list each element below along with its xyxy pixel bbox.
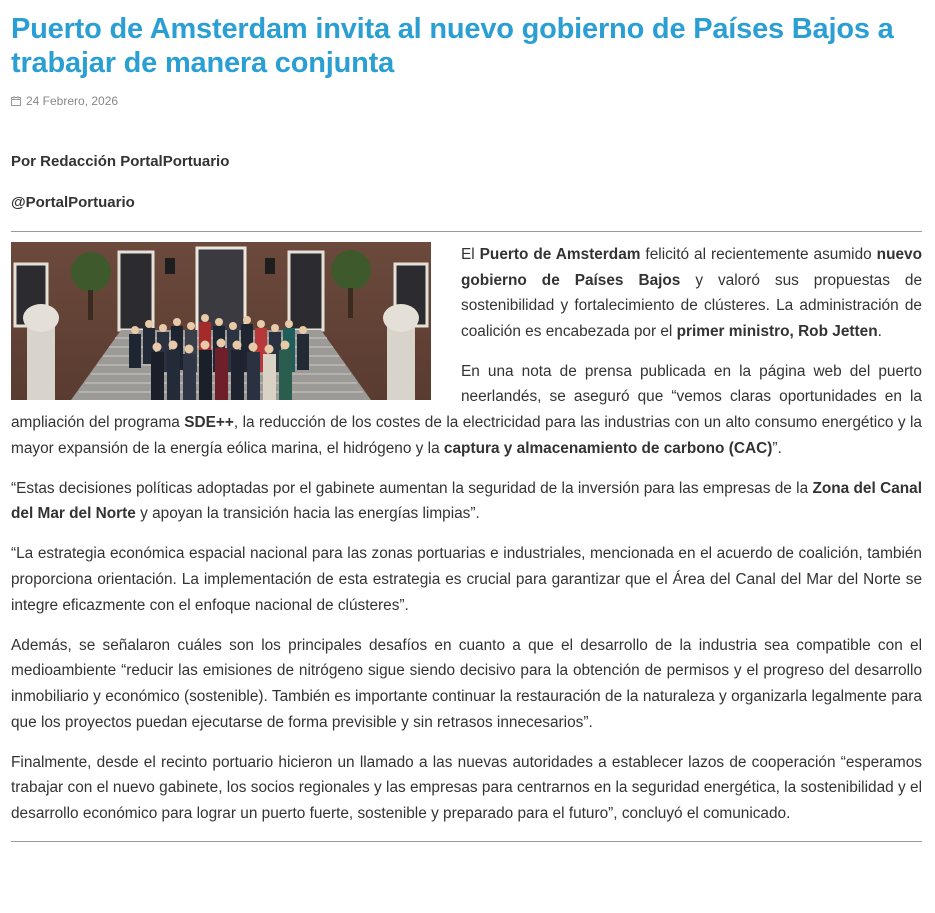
paragraph-2: En una nota de prensa publicada en la página web del puerto neerlandés, se aseguró que “vemos claras oportunidades en la ampliación del programa SDE++, la reducción de los costes de la electricidad para las industrias con un alto consumo energético y la mayor expansión de la energía eólica marina, el hidrógeno y la captura y almacenamiento de carbono (CAC)”. [11,362,922,457]
article-byline: Por Redacción PortalPortuario [11,153,230,170]
paragraph-6: Finalmente, desde el recinto portuario hicieron un llamado a las nuevas autoridades a establecer lazos de cooperación “esperamos trabajar con el nuevo gabinete, los socios regionales y las empresas para centrarnos en la seguridad energética, la sostenibilidad y el desarrollo económico para lograr un puerto fuerte, sostenible y preparado para el futuro”, concluyó el comunicado. [11,753,922,822]
paragraph-5: Además, se señalaron cuáles son los principales desafíos en cuanto a que el desarrollo de la industria sea compatible con el medioambiente “reducir las emisiones de nitrógeno sigue siendo decisivo para la obtención de permisos y el progreso del desarrollo inmobiliario y económico (sostenible). También es importante continuar la restauración de la naturaleza y organizarla legalmente para que los proyectos puedan ejecutarse de forma previsible y sin retrasos innecesarios”. [11,636,922,731]
bottom-divider [11,841,922,842]
calendar-icon [11,96,21,106]
article-body [11,242,922,826]
paragraph-3: “Estas decisiones políticas adoptadas por el gabinete aumentan la seguridad de la inversión para las empresas de la Zona del Canal del Mar del Norte y apoyan la transición hacia las energías limpias”. [11,479,922,523]
article-date: 24 Febrero, 2026 [26,94,119,108]
top-divider [11,231,922,232]
paragraph-4: “La estrategia económica espacial nacional para las zonas portuarias e industriales, mencionada en el acuerdo de coalición, también proporciona orientación. La implementación de esta estrategia es crucial para garantizar que el Área del Canal del Mar del Norte se integre eficazmente con el enfoque nacional de clústeres”. [11,545,922,614]
paragraph-1: El Puerto de Amsterdam felicitó al recientemente asumido nuevo gobierno de Países Bajos y valoró sus propuestas de sostenibilidad y fortalecimiento de clústeres. La administración de coalición es encabezada por el primer ministro, Rob Jetten. [461,246,923,340]
article-title: Puerto de Amsterdam invita al nuevo gobierno de Países Bajos a trabajar de manera conjunta [11,13,894,79]
article-date-row [11,94,922,108]
article-handle: @PortalPortuario [11,194,135,211]
article-photo [11,242,431,400]
